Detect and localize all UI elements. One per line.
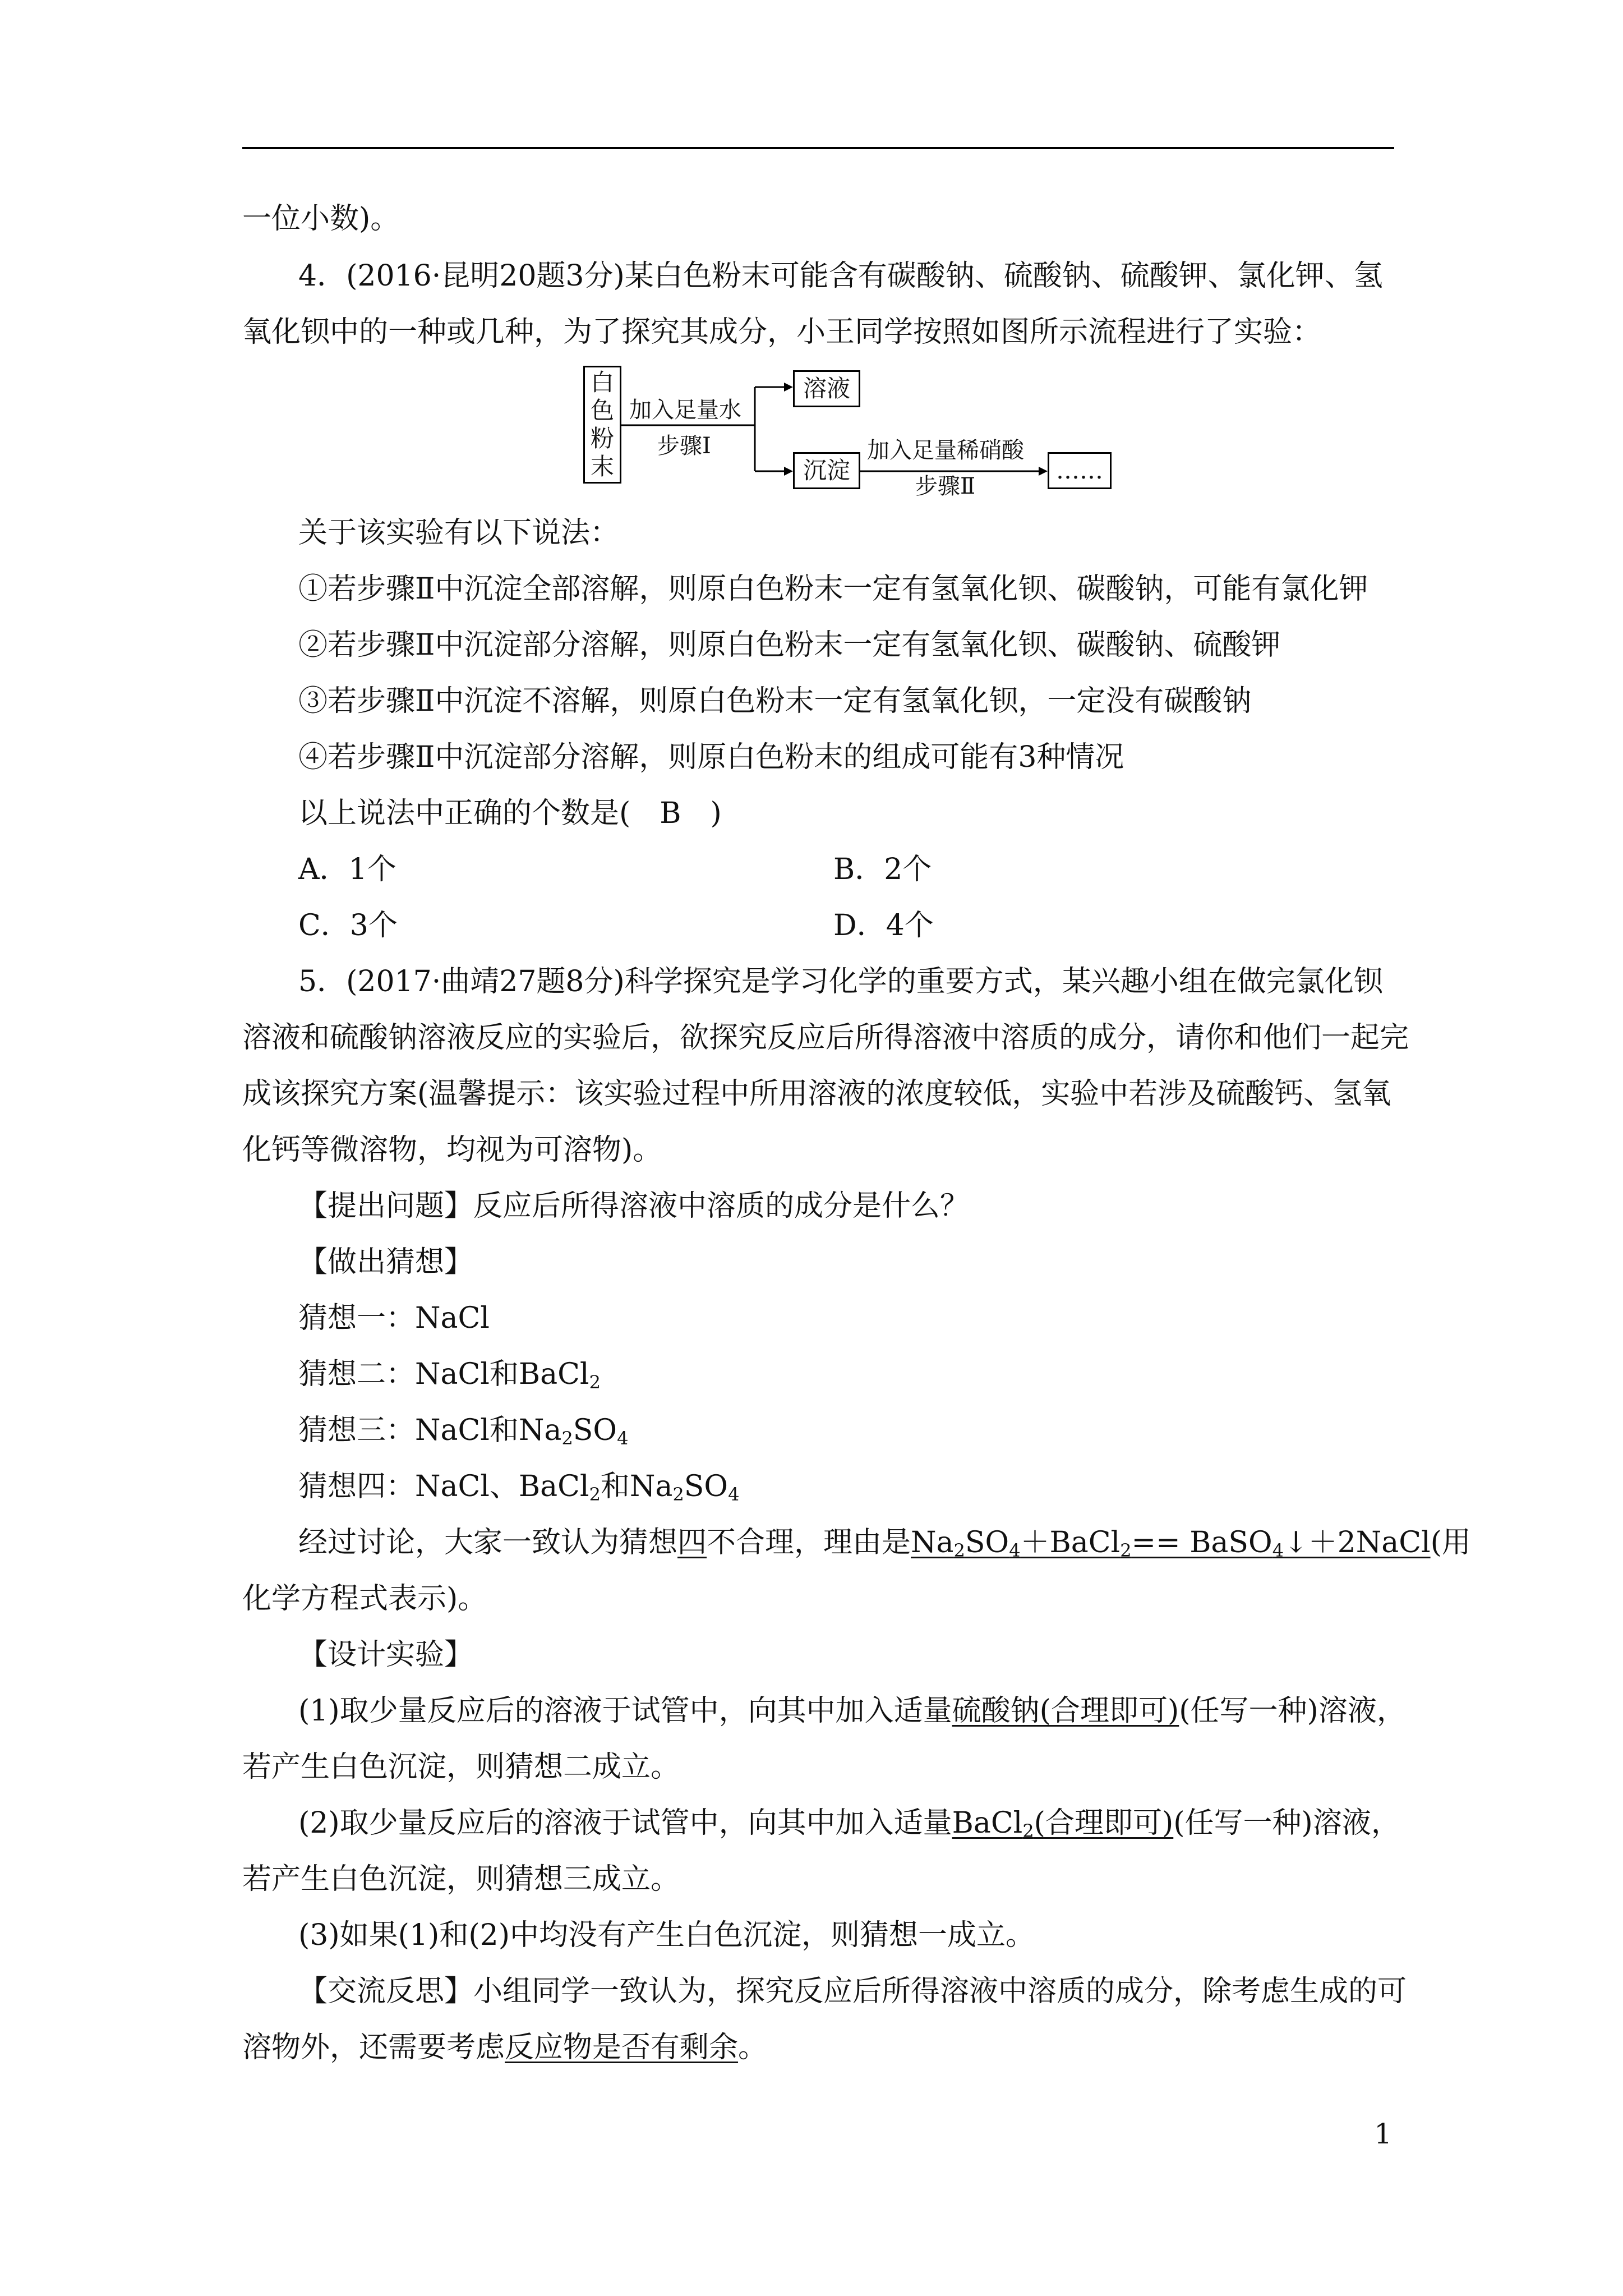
- header-rule: [242, 147, 1394, 149]
- option-c: C．3个: [298, 909, 398, 942]
- step1-reagent-label: 加入足量水: [629, 397, 741, 423]
- design-1-line-2: 若产生白色沉淀，则猜想二成立。: [242, 1750, 680, 1784]
- guess-2: 猜想二：NaCl和BaCl$_2$: [298, 1358, 601, 1393]
- answer-reagent-2: BaCl$_2$(合理即可): [952, 1806, 1174, 1842]
- answer-guess: 四: [677, 1526, 707, 1559]
- guess-1: 猜想一：NaCl: [298, 1301, 490, 1335]
- question-5-line-1: 5．(2017·曲靖27题8分)科学探究是学习化学的重要方式，某兴趣小组在做完氯化钡: [298, 965, 1383, 999]
- statement-intro: 关于该实验有以下说法：: [298, 516, 620, 550]
- reflection-line-1: 【交流反思】小组同学一致认为，探究反应后所得溶液中溶质的成分，除考虑生成的可: [298, 1975, 1407, 2008]
- start-char: 白: [590, 369, 614, 396]
- start-char: 末: [590, 453, 614, 480]
- guess-4: 猜想四：NaCl、BaCl$_2$和$Na_2SO_4$: [298, 1470, 740, 1505]
- statement-2: ②若步骤Ⅱ中沉淀部分溶解，则原白色粉末一定有氢氧化钡、碳酸钠、硫酸钾: [298, 628, 1281, 662]
- design-2: (2)取少量反应后的溶液于试管中，向其中加入适量BaCl$_2$(合理即可)(任写一种)溶液，: [298, 1806, 1400, 1842]
- guess-3: 猜想三：NaCl和$Na_2SO_4$: [298, 1414, 629, 1449]
- precipitate-box: 沉淀: [793, 452, 860, 489]
- statement-3: ③若步骤Ⅱ中沉淀不溶解，则原白色粉末一定有氢氧化钡，一定没有碳酸钠: [298, 684, 1252, 718]
- answer-reagent-1: 硫酸钠(合理即可): [952, 1694, 1179, 1728]
- branch-arrows: [621, 376, 795, 488]
- start-char: 色: [590, 397, 614, 424]
- guess-heading: 【做出猜想】: [298, 1245, 474, 1279]
- question-4-line-2: 氧化钡中的一种或几种，为了探究其成分，小王同学按照如图所示流程进行了实验：: [242, 315, 1322, 349]
- answer-equation: $Na_2SO_4+BaCl_2==$ BaSO$_4$↓＋2NaCl: [911, 1526, 1431, 1561]
- statement-4: ④若步骤Ⅱ中沉淀部分溶解，则原白色粉末的组成可能有3种情况: [298, 740, 1124, 774]
- answer-reflection: 反应物是否有剩余: [505, 2031, 739, 2064]
- question-5-line-2: 溶液和硫酸钠溶液反应的实验后，欲探究反应后所得溶液中溶质的成分，请你和他们一起完: [242, 1021, 1409, 1055]
- option-b: B．2个: [833, 853, 932, 886]
- ask-question: 【提出问题】反应后所得溶液中溶质的成分是什么？: [298, 1189, 970, 1223]
- step2-reagent-label: 加入足量稀硝酸: [867, 438, 1024, 463]
- step2-label: 步骤Ⅱ: [915, 473, 976, 499]
- design-2-line-2: 若产生白色沉淀，则猜想三成立。: [242, 1862, 680, 1896]
- step2-arrow: [860, 466, 1051, 477]
- statement-1: ①若步骤Ⅱ中沉淀全部溶解，则原白色粉末一定有氢氧化钡、碳酸钠，可能有氯化钾: [298, 572, 1368, 606]
- design-1: (1)取少量反应后的溶液于试管中，向其中加入适量硫酸钠(合理即可)(任写一种)溶液，: [298, 1694, 1406, 1728]
- discussion-line: 经过讨论，大家一致认为猜想四不合理，理由是$Na_2SO_4+BaCl_2==$ BaSO$_4$↓＋2NaCl(用: [298, 1526, 1471, 1561]
- question-5-line-3: 成该探究方案(温馨提示：该实验过程中所用溶液的浓度较低，实验中若涉及硫酸钙、氢氧: [242, 1077, 1391, 1111]
- result-box: ……: [1048, 452, 1112, 489]
- start-box-white-powder: [583, 366, 621, 484]
- reflection-line-2: 溶物外，还需要考虑反应物是否有剩余。: [242, 2031, 768, 2064]
- option-a: A．1个: [298, 853, 396, 886]
- count-question: 以上说法中正确的个数是( B ): [298, 797, 722, 830]
- question-5-line-4: 化钙等微溶物，均视为可溶物)。: [242, 1133, 662, 1167]
- solution-box: 溶液: [793, 370, 860, 407]
- design-heading: 【设计实验】: [298, 1638, 474, 1672]
- discussion-line-2: 化学方程式表示)。: [242, 1582, 487, 1616]
- question-4-line-1: 4．(2016·昆明20题3分)某白色粉末可能含有碳酸钠、硫酸钠、硫酸钾、氯化钾、氢: [298, 259, 1383, 293]
- page-number: 1: [1374, 2118, 1392, 2150]
- design-3: (3)如果(1)和(2)中均没有产生白色沉淀，则猜想一成立。: [298, 1918, 1035, 1952]
- option-d: D．4个: [833, 909, 934, 942]
- start-char: 粉: [590, 425, 614, 452]
- text-line: 一位小数)。: [242, 202, 400, 236]
- step1-label: 步骤Ⅰ: [657, 433, 711, 459]
